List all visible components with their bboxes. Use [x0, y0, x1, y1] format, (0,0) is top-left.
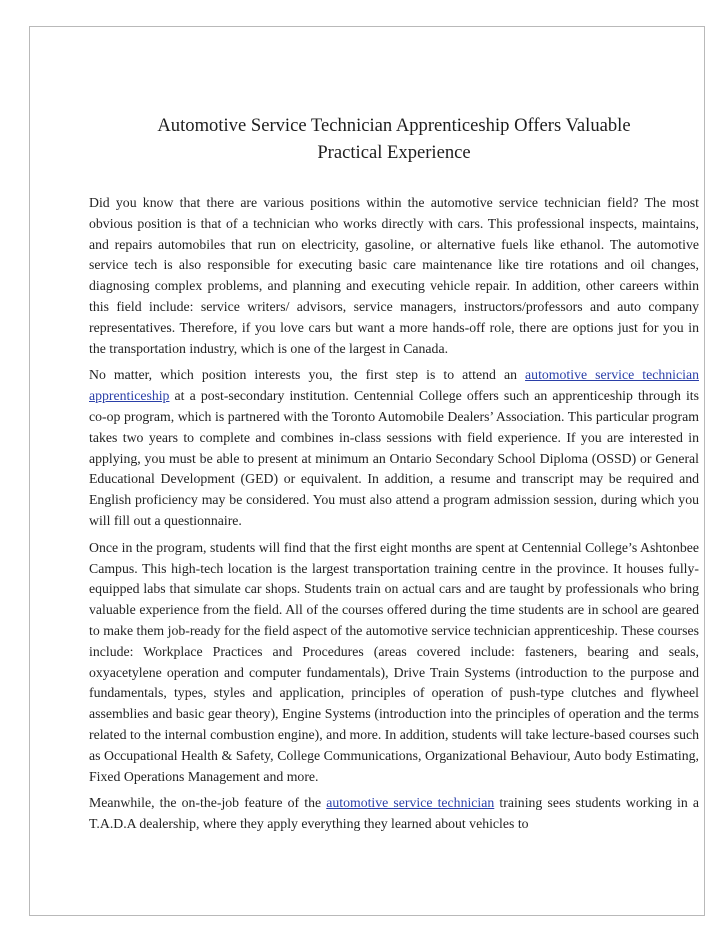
- paragraph-2-text-before: No matter, which position interests you, the first step is to attend an: [89, 367, 526, 383]
- paragraph-2-text-after: at a post-secondary institution. Centennial College offers such an apprenticeship through its co-op program, which is partnered with the Toronto Automobile Dealers’ Association. This particular program takes two years to complete and combines in-class sessions with field experience. If you are interested in applying, you must be able to present at minimum an Ontario Secondary School Diploma (OSSD) or General Educational Development (GED) or equivalent. In addition, a resume and transcript may be required and English proficiency may be considered. You must also attend a program admission session, during which you will fill out a questionnaire.: [89, 388, 699, 528]
- document-body: [89, 112, 699, 841]
- document-page: [29, 26, 705, 916]
- paragraph-4-text-before: Meanwhile, the on-the-job feature of the: [89, 795, 327, 811]
- paragraph-3: Once in the program, students will find that the first eight months are spent at Centennial College’s Ashtonbee Campus. This high-tech location is the largest transportation training centre in the province. It houses fully-equipped labs that simulate car shops. Students train on actual cars and are taught by professionals who bring valuable experience from the field. All of the courses offered during the time students are in school are geared to make them job-ready for the field aspect of the automotive service technician apprenticeship. These courses include: Workplace Practices and Procedures (areas covered include: fasteners, bearing and seals, oxyacetylene operation and computer fundamentals), Drive Train Systems (introduction to the purpose and fundamentals, types, styles and application, principles of operation of push-type clutches and flywheel assemblies and basic gear theory), Engine Systems (introduction into the principles of operation and the terms related to the internal combustion engine), and more. In addition, students will take lecture-based courses such as Occupational Health & Safety, College Communications, Organizational Behaviour, Auto body Estimating, Fixed Operations Management and more.: [89, 539, 699, 784]
- apprenticeship-link[interactable]: automotive service technician apprenticeship: [89, 367, 699, 404]
- technician-link[interactable]: automotive service technician: [326, 795, 495, 811]
- paragraph-4: [89, 793, 699, 835]
- paragraph-4-text-after: training sees students working in a T.A.D.A dealership, where they apply everything they learned about vehicles to: [89, 795, 699, 832]
- title-line-1: Automotive Service Technician Apprenticeship Offers Valuable: [157, 115, 631, 136]
- document-title: [89, 112, 699, 166]
- title-line-2: Practical Experience: [317, 142, 471, 163]
- paragraph-1: Did you know that there are various positions within the automotive service technician field? The most obvious position is that of a technician who works directly with cars. This professional inspects, maintains, and repairs automobiles that run on electricity, gasoline, or alternative fuels like ethanol. The automotive service tech is also responsible for executing basic care maintenance like tire rotations and oil changes, diagnosing complex problems, and planning and executing vehicle repair. In addition, other careers within this field include: service writers/ advisors, service managers, instructors/professors and auto company representatives. Therefore, if you love cars but want a more hands-off role, there are options just for you in the transportation industry, which is one of the largest in Canada.: [89, 195, 699, 356]
- paragraph-2: [89, 365, 699, 531]
